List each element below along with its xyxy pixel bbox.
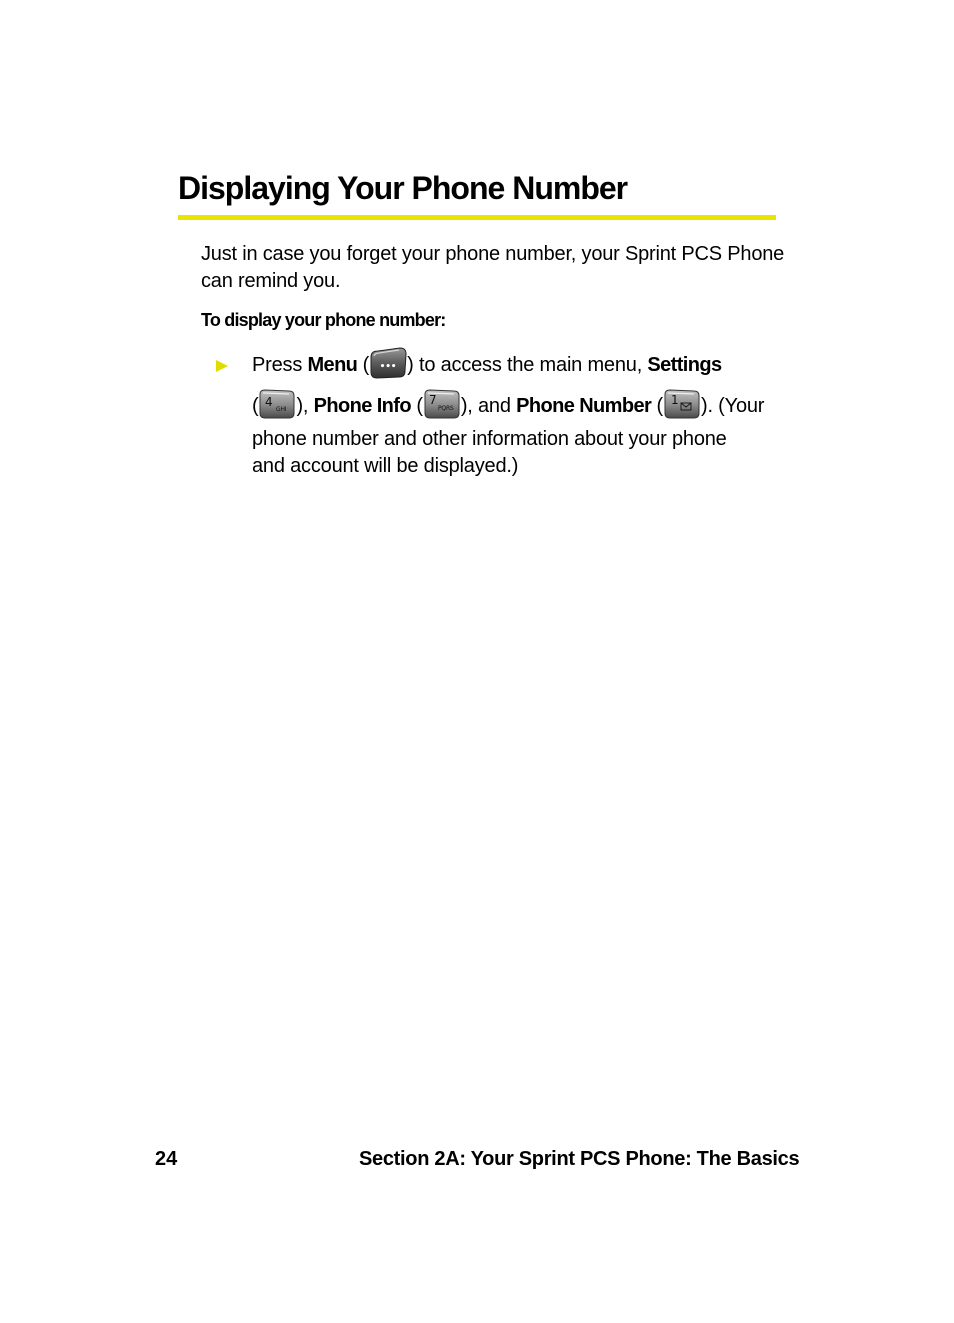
phone-number-label: Phone Number [516,395,652,417]
step-line-1 [252,346,787,386]
key-1-icon [663,388,701,420]
key-1-digit: 1 [671,392,679,407]
title-rule [178,215,776,220]
key-4-icon [258,388,296,420]
intro-paragraph: Just in case you forget your phone number, your Sprint PCS Phone can remind you. [201,243,785,292]
step-text-after-settings: ), [296,395,314,417]
menu-label: Menu [307,354,358,376]
key-7-digit: 7 [428,392,437,407]
step-text-open-paren: ( [357,354,370,376]
menu-key-label: ••• [379,361,397,372]
phone-info-label: Phone Info [313,395,411,417]
bullet-arrow-icon [216,360,228,372]
step-line-2 [252,386,787,422]
page-number: 24 [155,1148,178,1170]
settings-label: Settings [647,354,722,376]
step-text-open-paren-2: ( [252,395,259,417]
step-text-open-paren-3: ( [410,395,423,417]
section-footer: Section 2A: Your Sprint PCS Phone: The Basics [359,1148,800,1170]
key-7-icon [423,388,461,420]
page-title: Displaying Your Phone Number [178,170,628,206]
step-text-after-menu: ) to access the main menu, [407,354,648,376]
key-4-letters: GHI [276,405,287,413]
step-line-3: phone number and other information about your phone [252,428,727,450]
menu-key-icon [369,347,407,379]
step-line-4: and account will be displayed.) [252,455,519,477]
step-text-open-paren-4: ( [651,395,663,417]
procedure-heading: To display your phone number: [201,310,446,330]
key-7-letters: PQRS [437,404,454,412]
step-text-press: Press [252,354,308,376]
key-4-digit: 4 [265,394,273,409]
step-text-after-number: ). (Your [701,395,765,417]
step-text-after-info: ), and [460,395,517,417]
procedure-step [252,346,787,480]
